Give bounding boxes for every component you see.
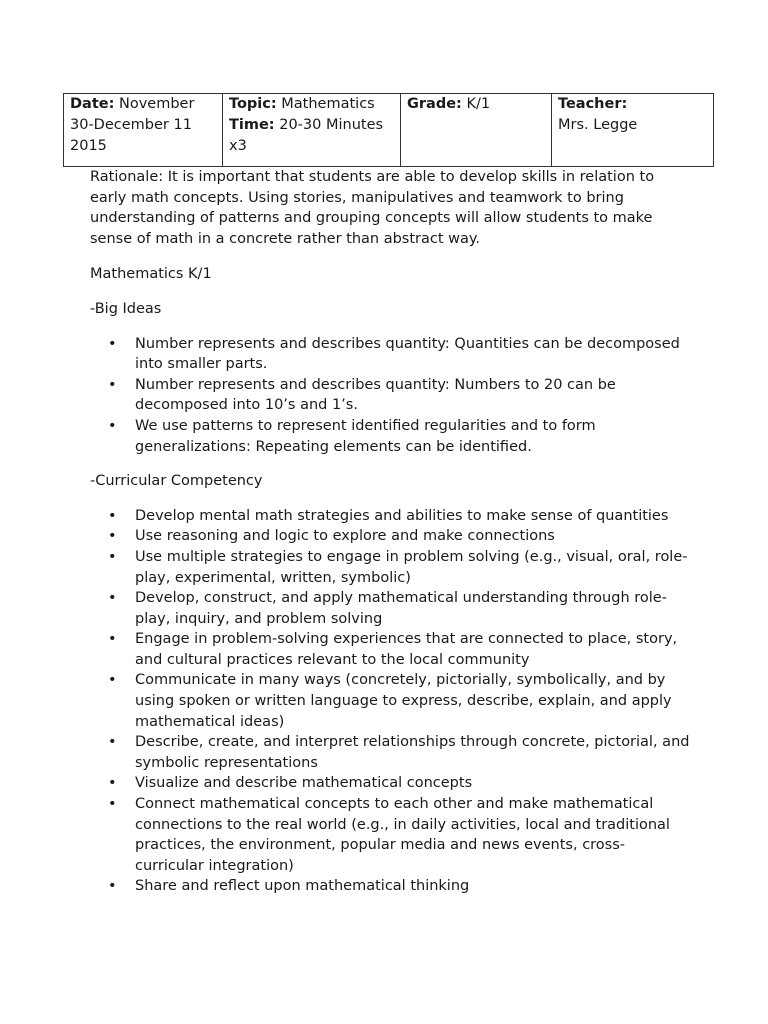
date-cell [64,94,223,167]
grade-cell [401,94,552,167]
rationale-paragraph: Rationale: It is important that students are able to develop skills in relation to early math concepts. Using stories, manipulatives and teamwork to bring understanding of patterns and grouping concepts will allow students to make sense of math in a concrete rather than abstract way. [90,169,655,247]
big-ideas-list [90,334,690,458]
time-value: 20-30 Minutes x3 [229,117,384,154]
list-item: • Number represents and describes quantity: Quantities can be decomposed into smaller parts. [135,334,690,375]
subject-heading: Mathematics K/1 [90,266,212,283]
big-ideas-heading: -Big Ideas [90,300,162,317]
list-item: • Connect mathematical concepts to each other and make mathematical connections to the real world (e.g., in daily activities, local and traditional practices, the environment, popular media and news events, cross-curricular integration) [135,794,690,876]
list-item: • Number represents and describes quantity: Numbers to 20 can be decomposed into 10’s and 1’s. [135,375,690,416]
curricular-competency-heading: -Curricular Competency [90,473,263,490]
date-label: Date: [70,96,115,112]
list-item: • Communicate in many ways (concretely, pictorially, symbolically, and by using spoken or written language to express, describe, explain, and apply mathematical ideas) [135,670,690,732]
list-item: • Use multiple strategies to engage in problem solving (e.g., visual, oral, role-play, experimental, written, symbolic) [135,547,690,588]
list-item: • Develop, construct, and apply mathematical understanding through role-play, inquiry, and problem solving [135,588,690,629]
date-value: November 30-December 11 2015 [70,96,195,154]
list-item: • Visualize and describe mathematical concepts [135,773,690,794]
topic-value: Mathematics [281,96,375,112]
document-body [90,167,690,911]
time-label: Time: [229,117,275,133]
teacher-label: Teacher: [558,96,628,112]
teacher-value: Mrs. Legge [558,117,638,133]
grade-label: Grade: [407,96,462,112]
grade-value: K/1 [466,96,491,112]
list-item: • Engage in problem-solving experiences that are connected to place, story, and cultural practices relevant to the local community [135,629,690,670]
topic-label: Topic: [229,96,277,112]
teacher-cell [552,94,714,167]
list-item: • We use patterns to represent identified regularities and to form generalizations: Repeating elements can be identified. [135,416,690,457]
lesson-header-table [63,93,714,167]
list-item: • Use reasoning and logic to explore and make connections [135,526,690,547]
curricular-competency-list [90,506,690,897]
list-item: • Describe, create, and interpret relationships through concrete, pictorial, and symbolic representations [135,732,690,773]
list-item: • Develop mental math strategies and abilities to make sense of quantities [135,506,690,527]
list-item: • Share and reflect upon mathematical thinking [135,876,690,897]
topic-cell [223,94,401,167]
